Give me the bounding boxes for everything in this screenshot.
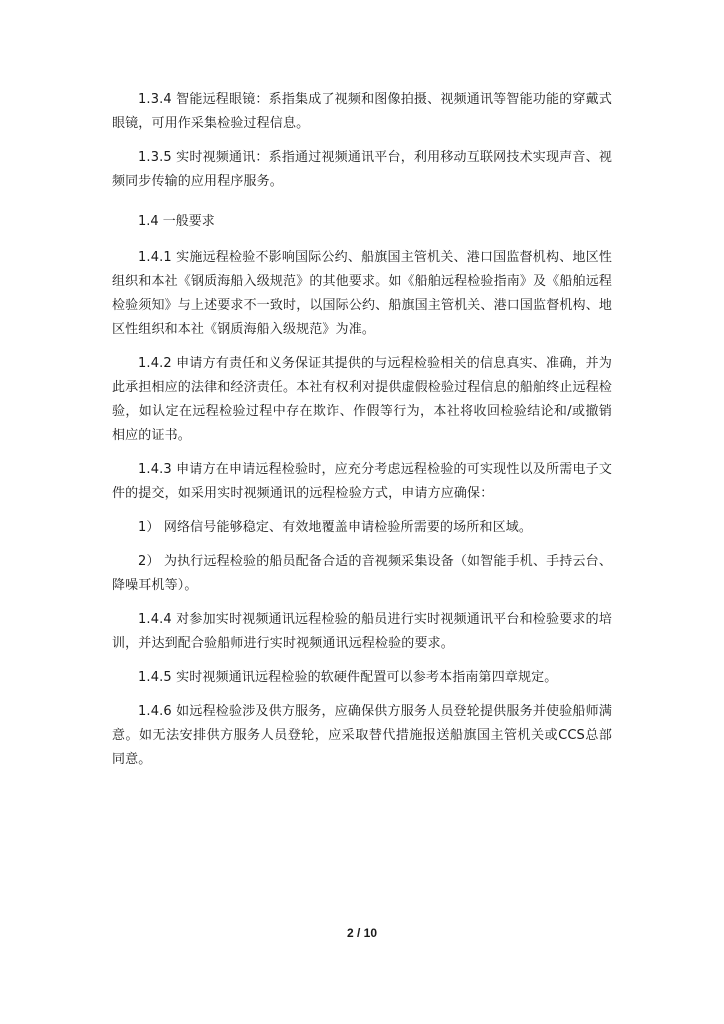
clause-1-4-1: 1.4.1 实施远程检验不影响国际公约、船旗国主管机关、港口国监督机构、地区性组织和本社《钢质海船入级规范》的其他要求。如《船舶远程检验指南》及《船舶远程检验须知》与上述要求不一致时，以国际公约、船旗国主管机关、港口国监督机构、地区性组织和本社《钢质海船入级规范》为准。 xyxy=(112,250,612,337)
clause-1-4-3: 1.4.3 申请方在申请远程检验时，应充分考虑远程检验的可实现性以及所需电子文件的提交，如采用实时视频通讯的远程检验方式，申请方应确保： xyxy=(112,462,612,501)
list-item-2: 2） 为执行远程检验的船员配备合适的音视频采集设备（如智能手机、手持云台、降噪耳机等）。 xyxy=(112,554,612,593)
definition-smart-glasses: 1.3.4 智能远程眼镜：系指集成了视频和图像拍摄、视频通讯等智能功能的穿戴式眼镜，可用作采集检验过程信息。 xyxy=(112,92,612,131)
clause-1-4-6: 1.4.6 如远程检验涉及供方服务，应确保供方服务人员登轮提供服务并使验船师满意。如无法安排供方服务人员登轮，应采取替代措施报送船旗国主管机关或CCS总部同意。 xyxy=(112,704,612,767)
clause-1-4-2: 1.4.2 申请方有责任和义务保证其提供的与远程检验相关的信息真实、准确，并为此承担相应的法律和经济责任。本社有权利对提供虚假检验过程信息的船舶终止远程检验，如认定在远程检验过程中存在欺诈、作假等行为，本社将收回检验结论和/或撤销相应的证书。 xyxy=(112,356,612,443)
document-body xyxy=(112,88,612,782)
clause-1-4-4: 1.4.4 对参加实时视频通讯远程检验的船员进行实时视频通讯平台和检验要求的培训，并达到配合验船师进行实时视频通讯远程检验的要求。 xyxy=(112,612,612,651)
page-number: 2 / 10 xyxy=(346,926,378,940)
definition-realtime-video: 1.3.5 实时视频通讯：系指通过视频通讯平台，利用移动互联网技术实现声音、视频同步传输的应用程序服务。 xyxy=(112,150,612,189)
section-heading: 1.4 一般要求 xyxy=(138,214,215,229)
list-item-1: 1） 网络信号能够稳定、有效地覆盖申请检验所需要的场所和区域。 xyxy=(138,520,533,535)
clause-1-4-5: 1.4.5 实时视频通讯远程检验的软硬件配置可以参考本指南第四章规定。 xyxy=(138,670,558,685)
